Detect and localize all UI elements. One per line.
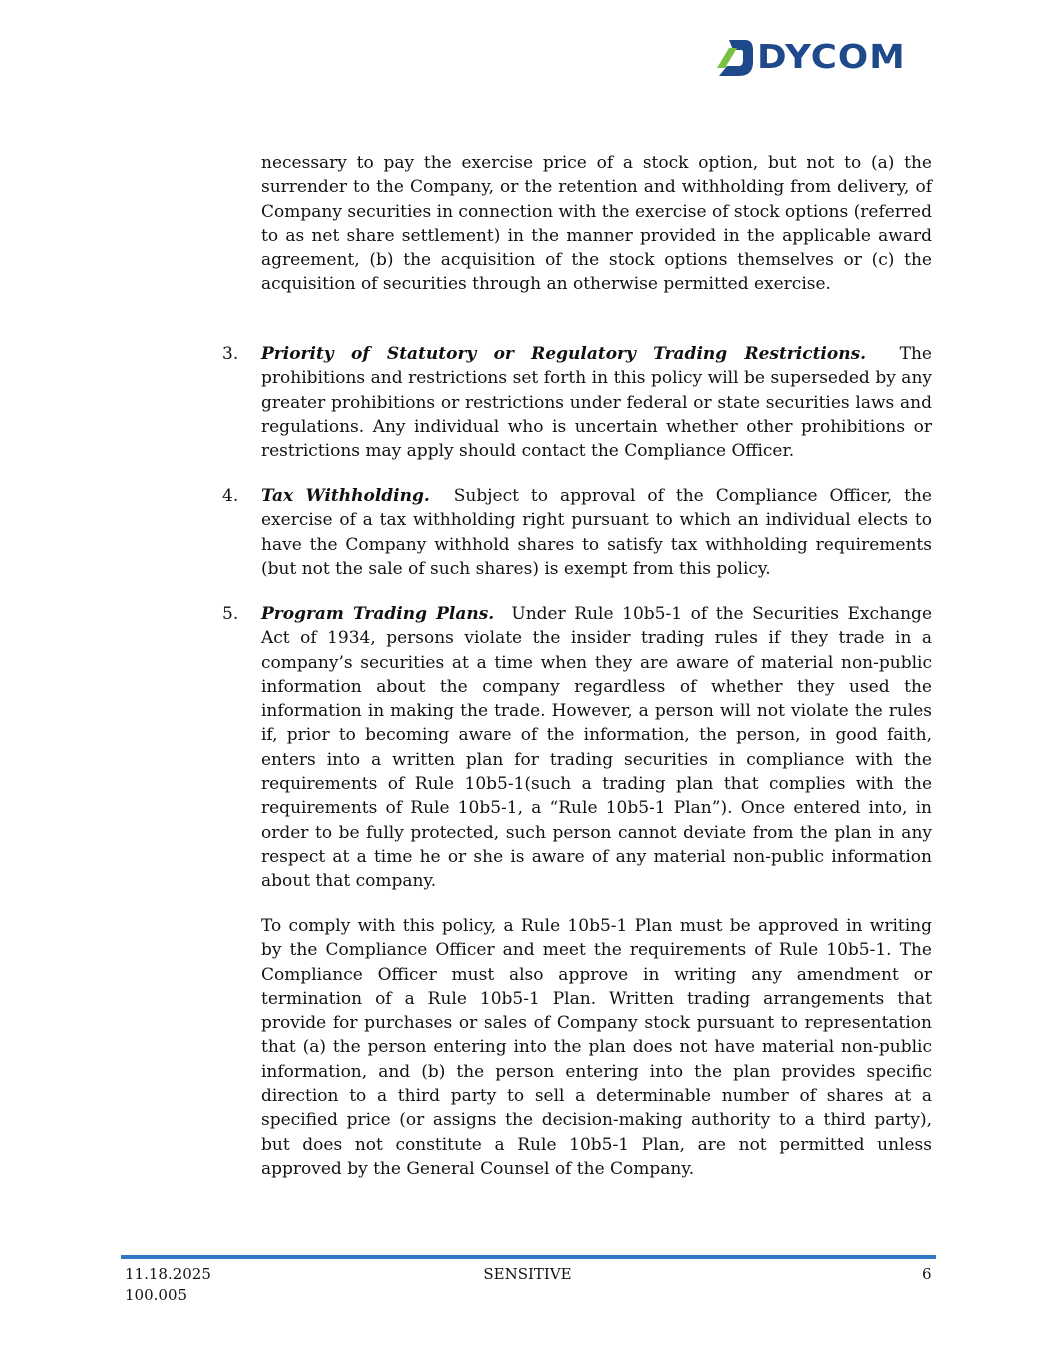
continuation-paragraph: necessary to pay the exercise price of a stock option, but not to (a) the surrender to the Company, or the retention and withholding from delivery, of Company securities in connection with the exercise of stock options (referred to as net share settlement) in the manner provided in the applicable award agreement, (b) the acquisition of the stock options themselves or (c) the acquisition of securities through an otherwise permitted exercise. xyxy=(261,153,932,295)
follow-paragraph: To comply with this policy, a Rule 10b5-1 Plan must be approved in writing by the Compliance Officer and meet the requirements of Rule 10b5-1. The Compliance Officer must also approve in writing any amendment or termination of a Rule 10b5-1 Plan. Written trading arrangements that provide for purchases or sales of Company stock pursuant to representation that (a) the person entering into the plan does not have material non-public information, and (b) the person entering into the plan provides specific direction to a third party to sell a determinable number of shares at a specified price (or assigns the decision-making authority to a third party), but does not constitute a Rule 10b5-1 Plan, are not permitted unless approved by the General Counsel of the Company. xyxy=(261,916,932,1179)
footer-divider xyxy=(121,1255,936,1259)
dycom-logo xyxy=(715,38,925,78)
section-text: Subject to approval of the Compliance Officer, the exercise of a tax withholding right pursuant to which an individual elects to have the Company withhold shares to satisfy tax withholding requirements (but not the sale of such shares) is exempt from this policy. xyxy=(261,486,932,579)
section-heading: Tax Withholding. xyxy=(261,486,430,506)
footer-classification: SENSITIVE xyxy=(483,1265,572,1283)
section-text: Under Rule 10b5-1 of the Securities Exchange Act of 1934, persons violate the insider trading rules if they trade in a company’s securities at a time when they are aware of material non-public information about the company regardless of whether they used the information in making the trade. However, a person will not violate the rules if, prior to becoming aware of the information, the person, in good faith, enters into a written plan for trading securities in compliance with the requirements of Rule 10b5-1(such a trading plan that complies with the requirements of Rule 10b5-1, a “Rule 10b5-1 Plan”). Once entered into, in order to be fully protected, such person cannot deviate from the plan in any respect at a time he or she is aware of any material non-public information about that company. xyxy=(261,604,933,892)
section-text: The prohibitions and restrictions set forth in this policy will be superseded by any greater prohibitions or restrictions under federal or state securities laws and regulations. Any individual who is uncertain whether other prohibitions or restrictions may apply should contact the Compliance Officer. xyxy=(261,344,932,462)
section-number: 3. xyxy=(222,344,239,364)
footer-date: 11.18.2025 xyxy=(125,1265,211,1283)
dycom-logo-text: DYCOM xyxy=(757,37,906,76)
section-item-3 xyxy=(222,342,932,463)
dycom-logo-mark-icon xyxy=(715,38,755,78)
section-heading: Program Trading Plans. xyxy=(261,604,495,624)
footer-page-number: 6 xyxy=(922,1265,932,1283)
section-number: 4. xyxy=(222,486,239,506)
footer-doc-number: 100.005 xyxy=(125,1286,188,1304)
section-heading: Priority of Statutory or Regulatory Trading Restrictions. xyxy=(261,344,867,364)
section-item-4 xyxy=(222,484,932,581)
section-number: 5. xyxy=(222,604,239,624)
section-item-5 xyxy=(222,602,932,894)
